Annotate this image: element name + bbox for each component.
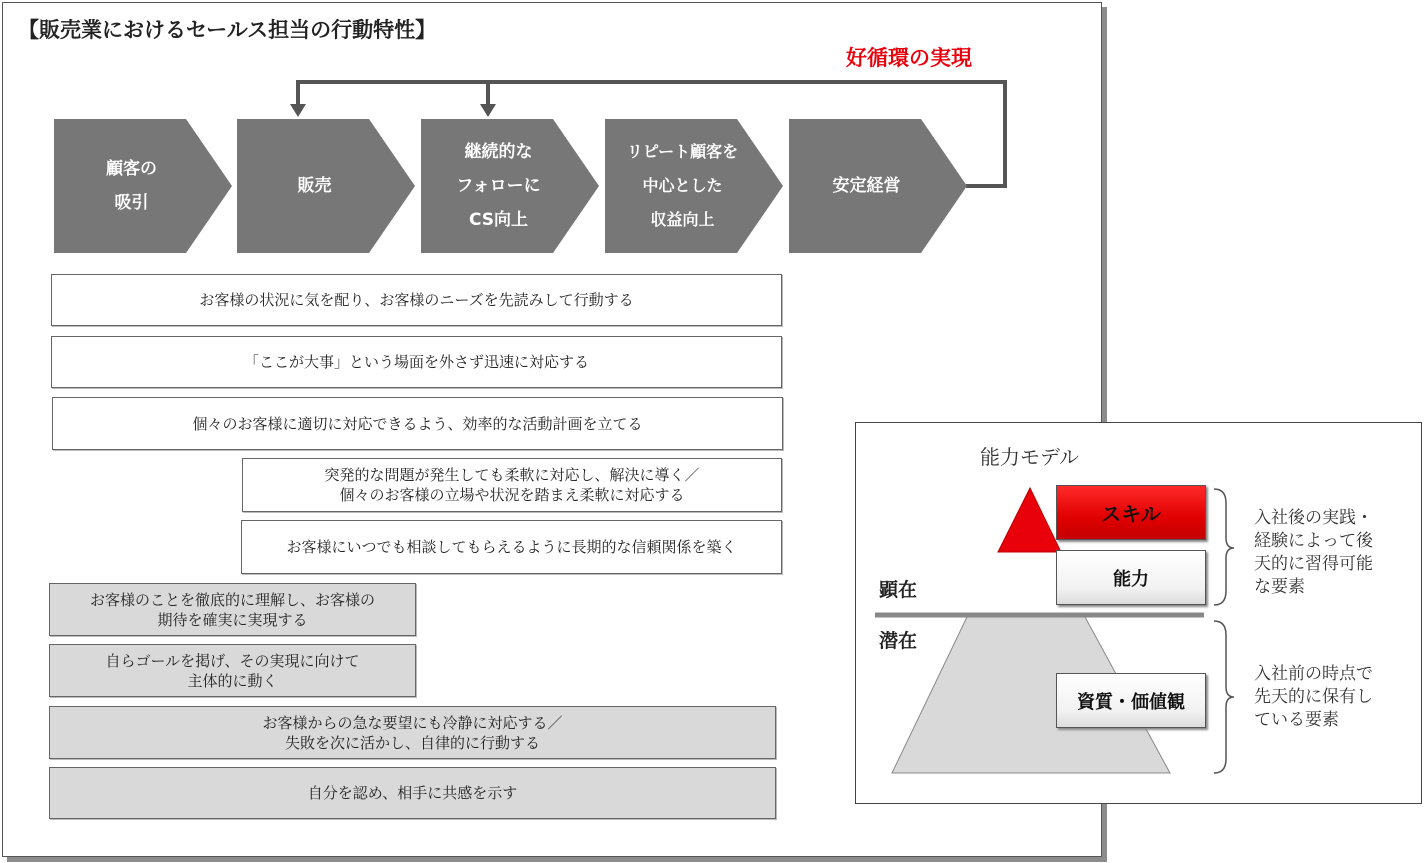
behavior-box-gray: お客様のことを徹底的に理解し、お客様の 期待を確実に実現する	[49, 583, 416, 636]
behavior-box: お客様の状況に気を配り、お客様のニーズを先読みして行動する	[51, 274, 782, 326]
capability-model-panel	[855, 422, 1422, 804]
ability-box: 能力	[1056, 550, 1206, 605]
behavior-box: 突発的な問題が発生しても柔軟に対応し、解決に導く／ 個々のお客様の立場や状況を踏まえ柔軟に対応する	[242, 458, 782, 512]
behavior-box: 個々のお客様に適切に対応できるよう、効率的な活動計画を立てる	[52, 397, 783, 450]
visible-tip	[998, 488, 1061, 552]
model-title: 能力モデル	[980, 445, 1079, 469]
arrowhead-to-follow	[480, 104, 496, 117]
behavior-box-gray: 自らゴールを掲げ、その実現に向けて 主体的に動く	[49, 644, 416, 697]
chevron-label-stable: 安定経営	[832, 176, 901, 196]
acquired-note: 入社後の実践・ 経験によって後 天的に習得可能 な要素	[1254, 508, 1373, 597]
behavior-box-gray: お客様からの急な要望にも冷静に対応する／ 失敗を次に活かし、自律的に行動する	[49, 706, 776, 759]
latent-level-label: 潜在	[879, 630, 918, 652]
chevron-label-attract: 顧客の 吸引	[106, 159, 157, 213]
skill-box: スキル	[1056, 485, 1206, 540]
innate-brace	[1214, 621, 1234, 773]
behavior-box: お客様にいつでも相談してもらえるように長期的な信頼関係を築く	[241, 520, 782, 574]
acquired-brace	[1214, 489, 1234, 605]
page-title: 【販売業におけるセールス担当の行動特性】	[18, 18, 437, 42]
quality-value-box: 資質・価値観	[1056, 673, 1206, 728]
chevron-label-sales: 販売	[297, 176, 332, 196]
chevron-label-repeat: リピート顧客を 中心とした 収益向上	[626, 142, 739, 229]
chevron-label-follow: 継続的な フォローに CS向上	[456, 142, 541, 230]
behavior-box-gray: 自分を認め、相手に共感を示す	[49, 767, 776, 819]
behavior-box: 「ここが大事」という場面を外さず迅速に対応する	[51, 336, 782, 388]
virtuous-cycle-label: 好循環の実現	[846, 46, 972, 70]
iceberg-diagram	[856, 423, 1421, 803]
visible-level-label: 顕在	[879, 579, 918, 601]
arrowhead-to-sales	[290, 104, 306, 117]
innate-note: 入社前の時点で 先天的に保有し ている要素	[1254, 664, 1373, 730]
